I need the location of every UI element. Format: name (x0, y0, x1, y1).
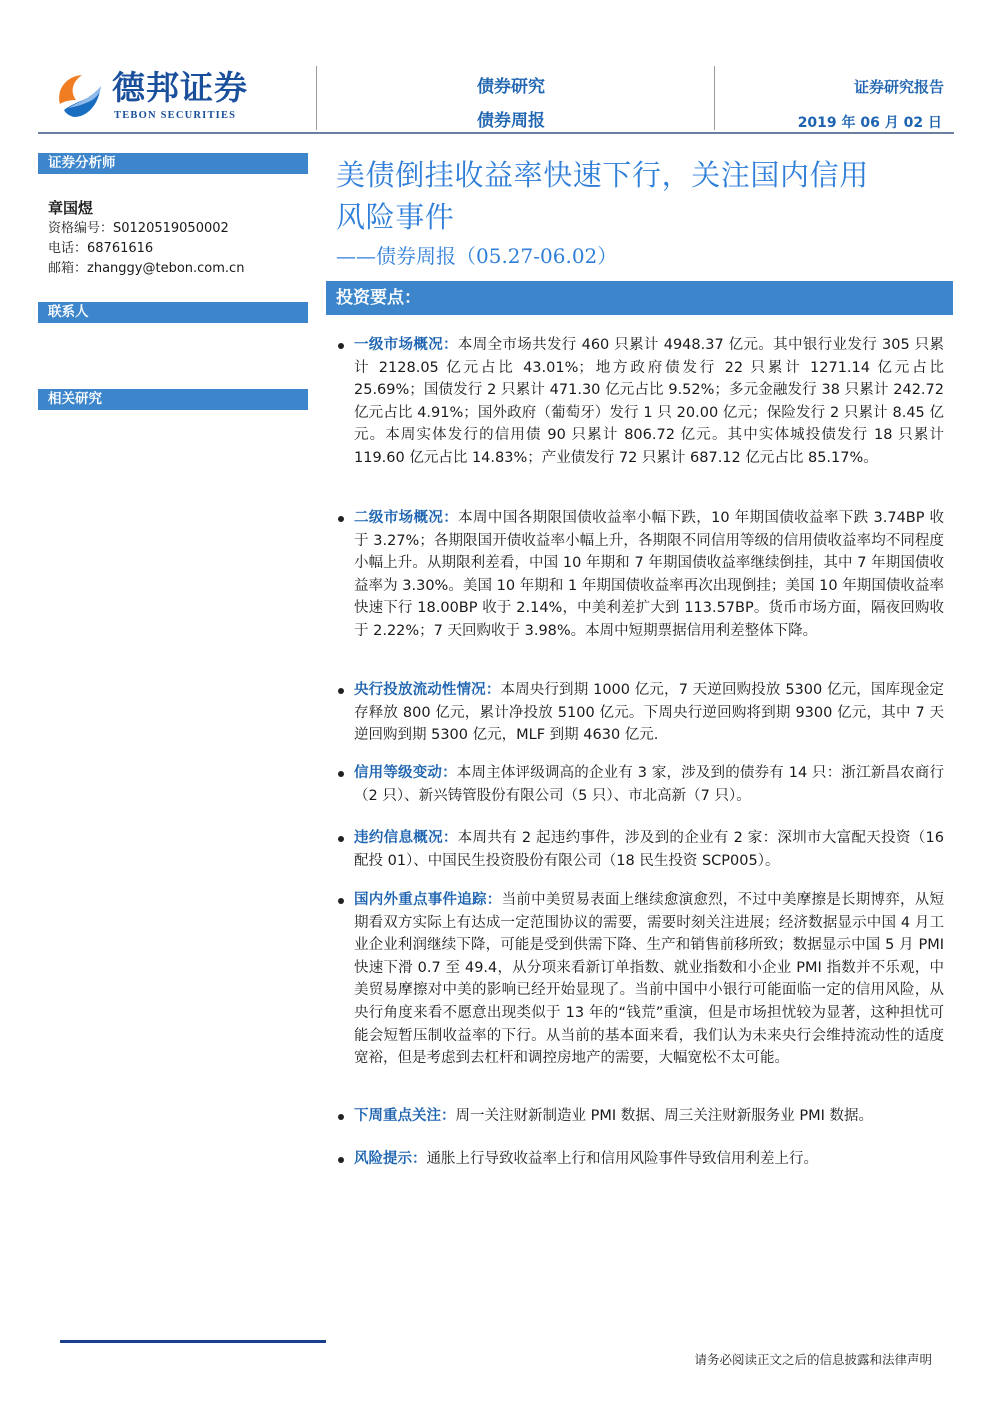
email-label: 邮箱： (48, 261, 88, 276)
related-research-section-header: 相关研究 (38, 389, 308, 409)
report-type: 证券研究报告 (853, 78, 944, 96)
report-date: 2019 年 06 月 02 日 (797, 115, 942, 131)
paragraph-lead: 下周重点关注： (354, 1107, 456, 1124)
paragraph-lead: 一级市场概况： (354, 336, 458, 353)
analyst-name: 章国煜 (48, 199, 94, 217)
paragraph-text: 本周央行到期 1000 亿元，7 天逆回购投放 5300 亿元，国库现金定存释放 800 亿元，累计净投放 5100 亿元。下周央行逆回购将到期 9300 亿元，其中 7 天逆回购到期 5300 亿元，MLF 到期 4630 亿元. (354, 682, 944, 744)
bullet-icon (338, 1114, 344, 1120)
credential-value: S0120519050002 (113, 221, 229, 236)
analyst-email (48, 260, 244, 278)
footer-rule (60, 1340, 326, 1343)
paragraph-text: 本周主体评级调高的企业有 3 家，涉及到的债券有 14 只：浙江新昌农商行（2 只）、新兴铸管股份有限公司（5 只）、市北高新（7 只）。 (354, 765, 944, 804)
section-underline (38, 173, 308, 174)
tebon-logo-icon (54, 70, 106, 122)
logo-chinese-name: 德邦证券 (112, 68, 248, 107)
key-events-paragraph (354, 889, 944, 1070)
analyst-phone (48, 240, 153, 258)
paragraph-text: 本周共有 2 起违约事件，涉及到的企业有 2 家：深圳市大富配天投资（16 配投 01）、中国民生投资股份有限公司（18 民生投资 SCP005）。 (354, 830, 944, 869)
risk-warning-paragraph (354, 1148, 944, 1171)
bullet-icon (338, 771, 344, 777)
phone-label: 电话： (48, 241, 88, 256)
header-rule (38, 132, 954, 134)
phone-value: 68761616 (87, 241, 154, 256)
rating-change-paragraph (354, 762, 944, 807)
paragraph-lead: 信用等级变动： (354, 764, 457, 781)
analyst-section-header: 证券分析师 (38, 153, 308, 173)
paragraph-text: 本周中国各期限国债收益率小幅下跌，10 年期国债收益率下跌 3.74BP 收于 3.27%；各期限国开债收益率小幅上升，各期限不同信用等级的信用债收益率均不同程度小幅上升。从期限利差看，中国 10 年期和 7 年期国债收益率继续倒挂，其中 7 年期国债收益率为 3.30%。美国 10 年期和 1 年期国债收益率再次出现倒挂；美国 10 年期国债收益率快速下行 18.00BP 收于 2.14%，中美利差扩大到 113.57BP。货币市场方面，隔夜回购收于 2.22%；7 天回购收于 3.98%。本周中短期票据信用利差整体下降。 (354, 510, 944, 639)
disclaimer-note: 请务必阅读正文之后的信息披露和法律声明 (694, 1352, 932, 1367)
default-info-paragraph (354, 827, 944, 872)
bullet-icon (338, 898, 344, 904)
contact-section-header: 联系人 (38, 302, 308, 322)
email-link[interactable]: zhanggy@tebon.com.cn (87, 261, 245, 276)
paragraph-text: 通胀上行导致收益率上行和信用风险事件导致信用利差上行。 (426, 1151, 818, 1167)
header-divider (714, 66, 715, 130)
paragraph-text: 周一关注财新制造业 PMI 数据、周三关注财新服务业 PMI 数据。 (455, 1108, 873, 1124)
report-category: 债券研究 (477, 77, 545, 97)
paragraph-lead: 国内外重点事件追踪： (354, 891, 502, 908)
report-title-line-2: 风险事件 (336, 200, 455, 234)
next-week-focus-paragraph (354, 1105, 944, 1128)
credential-label: 资格编号： (48, 221, 114, 236)
analyst-credential (48, 220, 229, 238)
logo-english-name: TEBON SECURITIES (114, 110, 237, 121)
section-underline (38, 322, 308, 323)
secondary-market-paragraph (354, 507, 944, 643)
report-title-line-1: 美债倒挂收益率快速下行，关注国内信用 (336, 158, 869, 192)
bullet-icon (338, 688, 344, 694)
paragraph-text: 当前中美贸易表面上继续愈演愈烈，不过中美摩擦是长期博弈，从短期看双方实际上有达成一定范围协议的需要，需要时刻关注进展；经济数据显示中国 4 月工业企业利润继续下降，可能是受到供需下降、生产和销售前移所致；数据显示中国 5 月 PMI 快速下滑 0.7 至 49.4，从分项来看新订单指数、就业指数和小企业 PMI 指数并不乐观，中美贸易摩擦对中美的影响已经开始显现了。当前中国中小银行可能面临一定的信用风险，从央行角度来看不愿意出现类似于 13 年的“钱荒”重演，但是市场担忧较为显著，这种担忧可能会短暂压制收益率的下行。从当前的基本面来看，我们认为未来央行会维持流动性的适度宽裕，但是考虑到去杠杆和调控房地产的需要，大幅宽松不太可能。 (354, 892, 945, 1067)
bullet-icon (338, 836, 344, 842)
bullet-icon (338, 1157, 344, 1163)
paragraph-lead: 违约信息概况： (354, 829, 458, 846)
paragraph-lead: 二级市场概况： (354, 509, 459, 526)
bullet-icon (338, 516, 344, 522)
key-points-header: 投资要点： (326, 281, 953, 315)
paragraph-lead: 央行投放流动性情况： (354, 681, 501, 698)
header-divider (316, 66, 317, 130)
paragraph-lead: 风险提示： (354, 1150, 427, 1167)
primary-market-paragraph (354, 334, 944, 470)
pboc-liquidity-paragraph (354, 679, 944, 747)
report-subtitle: ——债券周报（05.27-06.02） (336, 244, 618, 268)
paragraph-text: 本周全市场共发行 460 只累计 4948.37 亿元。其中银行业发行 305 只累计 2128.05 亿元占比 43.01%；地方政府债发行 22 只累计 1271.14 亿元占比 25.69%；国债发行 2 只累计 471.30 亿元占比 9.52%；多元金融发行 38 只累计 242.72 亿元占比 4.91%；国外政府（葡萄牙）发行 1 只 20.00 亿元；保险发行 2 只累计 8.45 亿元。本周实体发行的信用债 90 只累计 806.72 亿元。其中实体城投债发行 18 只累计 119.60 亿元占比 14.83%；产业债发行 72 只累计 687.12 亿元占比 85.17%。 (354, 337, 944, 466)
bullet-icon (338, 343, 344, 349)
report-subcategory: 债券周报 (477, 111, 545, 131)
section-underline (38, 409, 308, 410)
